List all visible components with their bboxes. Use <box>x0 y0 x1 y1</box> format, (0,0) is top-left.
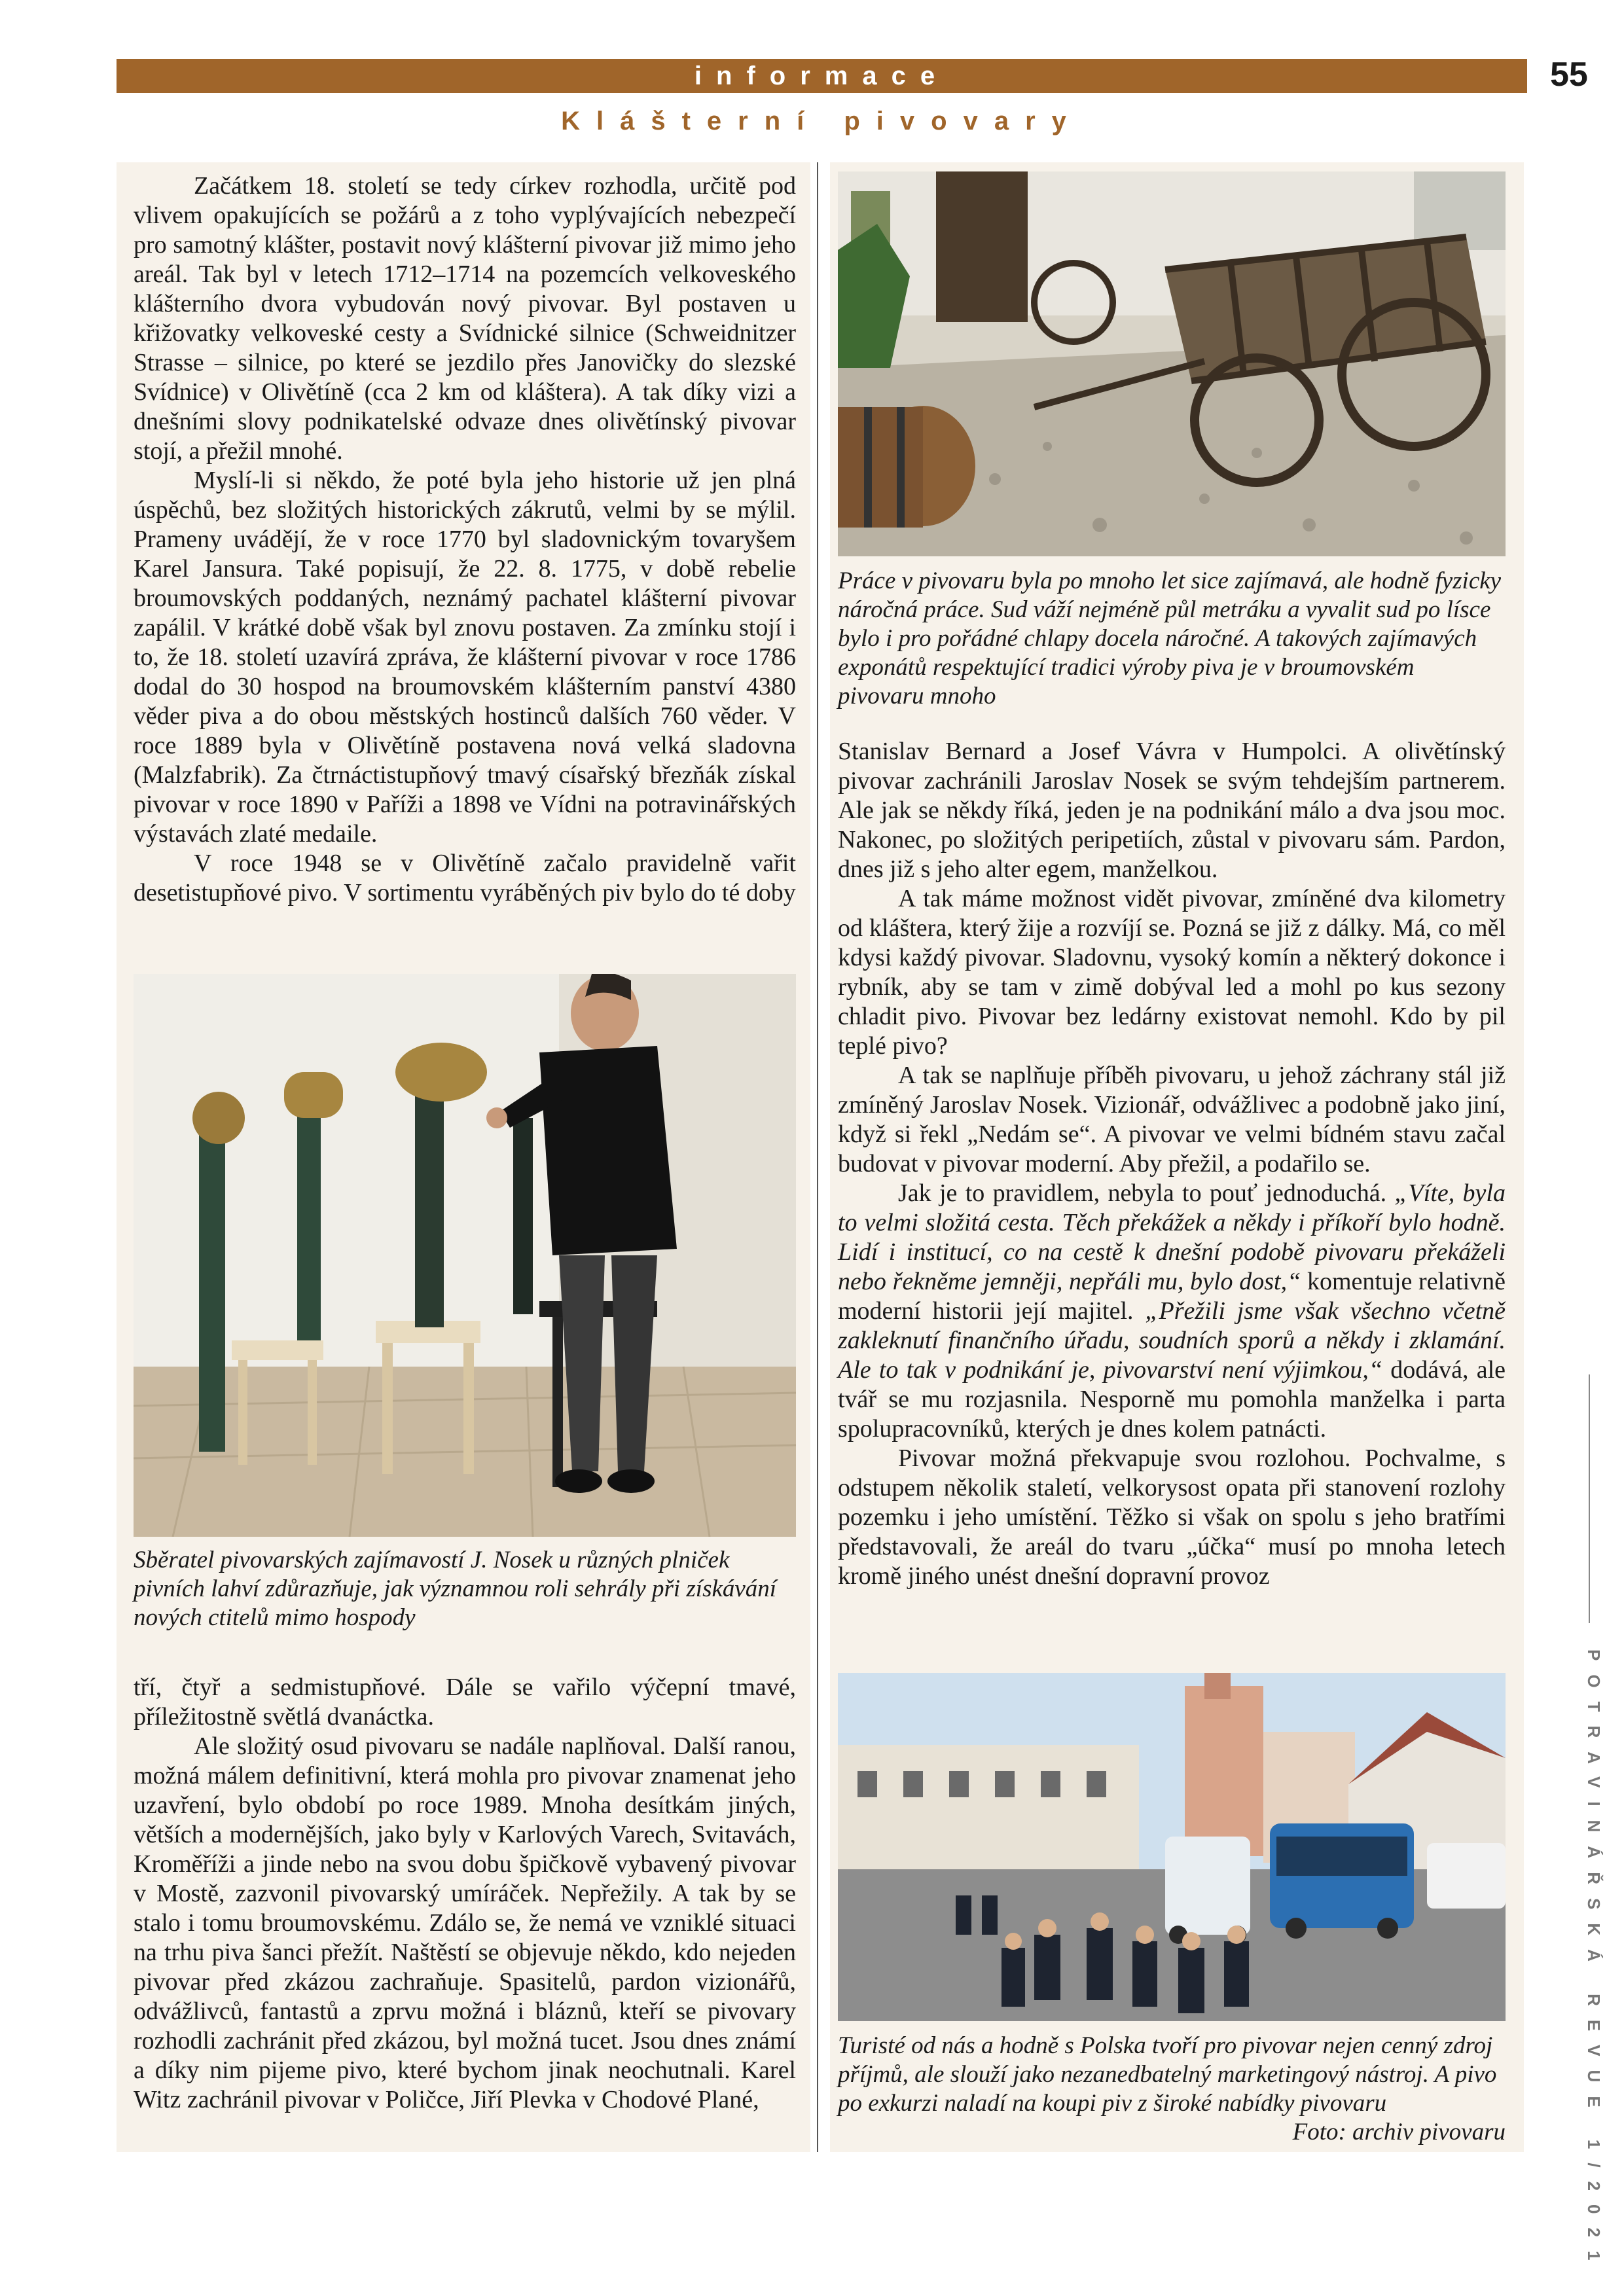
quote-end: dodává, ale tvář se mu rozjasnila. Nesporně mu pomohla manželka i parta spolupracovníků, kterých je dnes kolem patnácti. <box>838 1356 1506 1443</box>
quote-mid: komentuje relativně moderní historii její majitel. <box>838 1268 1506 1325</box>
paragraph: Stanislav Bernard a Josef Vávra v Humpolci. A olivětínský pivovar zachránili Jaroslav Nosek se svým tehdejším partnerem. Ale jak se někdy říká, jeden je na podnikání málo a dva jsou moc. Nakonec, po složitých peripetiích, zůstal v pivovaru sám. Pardon, dnes již s jeho alter egem, manželkou. <box>838 738 1506 883</box>
paragraph: tří, čtyř a sedmistupňové. Dále se vařilo výčepní tmavé, příležitostně světlá dvanáctka. <box>134 1674 796 1731</box>
left-top-text <box>134 171 796 908</box>
quote-paragraph <box>838 1179 1506 1444</box>
quote-intro: Jak je to pravidlem, nebyla to pouť jednoduchá. <box>898 1179 1395 1207</box>
section-header-bar <box>117 59 1527 93</box>
caption-text: Práce v pivovaru byla po mnoho let sice zajímavá, ale hodně fyzicky náročná práce. Sud váží nejméně půl metráku a vyvalit sud po lísce bylo i pro pořádné chlapy docela náročné. A takových zajímavých exponátů respektující tradici výroby piva je v broumovském pivovaru mnoho <box>838 567 1502 709</box>
side-rule <box>1589 1374 1590 1623</box>
right-text <box>838 737 1506 1591</box>
photo-credit: Foto: archiv pivovaru <box>1292 2119 1506 2145</box>
column-divider <box>817 162 818 2152</box>
magazine-side-label: POTRAVINÁŘSKÁ REVUE 1/2021 <box>1584 1649 1604 2274</box>
paragraph: A tak máme možnost vidět pivovar, zmíněné dva kilometry od kláštera, který žije a rozvíjí se. Pozná se již z dálky. Má, co měl kdysi každý pivovar. Sladovnu, vysoký komín a některý dokonce i rybník, aby se tam v zimě dobýval led a mohl po kus sezony chladit pivo. Pivovar bez ledárny existovat nemohl. Kdo by pil teplé pivo? <box>838 885 1506 1060</box>
caption-text: Sběratel pivovarských zajímavostí J. Nosek u různých plniček pivních lahví zdůrazňuje, jak významnou roli sehrály při získávání nových ctitelů mimo hospody <box>134 1547 777 1631</box>
paragraph: V roce 1948 se v Olivětíně začalo pravidelně vařit desetistupňové pivo. V sortimentu vyráběných piv bylo do té doby <box>134 850 796 906</box>
photo-wagon-barrel <box>838 171 1506 556</box>
paragraph: Myslí-li si někdo, že poté byla jeho historie už jen plná úspěchů, bez složitých historických zákrutů, velmi by se mýlil. Prameny uvádějí, že v roce 1770 byl sladovnickým tovaryšem Karel Jansura. Také popisují, že 22. 8. 1775, v době rebelie broumovských poddaných, neznámý pachatel klášterní pivovar zapálil. V krátké době však byl znovu postaven. Za zmínku stojí i to, že 18. století uzavírá zpráva, že klášterní pivovar v roce 1786 dodal do 30 hospod na broumovském klášterním panství 4380 věder piva a do obou městských hostinců dalších 760 věder. V roce 1889 byla v Olivětíně postavena nová velká sladovna (Malzfabrik). Za čtrnáctistupňový tmavý císařský březňák získal pivovar v roce 1890 v Paříži a 1898 ve Vídni na potravinářských výstavách zlaté medaile. <box>134 467 796 848</box>
photo-wagon-barrel-icon <box>838 171 1506 556</box>
photo-bottle-fillers <box>134 974 796 1537</box>
section-label: informace <box>694 62 950 90</box>
article-title: Klášterní pivovary <box>561 107 1083 135</box>
page-number: 55 <box>1550 56 1588 94</box>
paragraph: Ale složitý osud pivovaru se nadále naplňoval. Další ranou, možná málem definitivní, která mohla pro pivovar znamenat jeho uzavření, bylo období po roce 1989. Mnoha desítkám jiných, větších a modernějších, jako byly v Karlových Varech, Svitavách, Kroměříži a jinde nebo na svou dobu špičkově vybavený pivovar v Mostě, zazvonil pivovarský umíráček. Nepřežily. A tak by se stalo i tomu broumovskému. Zdálo se, že nemá ve vzniklé situaci na trhu piva šanci přežít. Naštěstí se objevuje někdo, kdo nejeden pivovar před zkázou zachraňuje. Spasitelů, pardon vizionářů, odvážlivců, fantastů a zprvu možná i bláznů, kteří se pivovary rozhodli zachránit před zkázou, byl možná tucet. Jsou dnes známí a díky nim pijeme pivo, které bychom jinak neochutnali. Karel Witz zachránil pivovar v Poličce, Jiří Plevka v Chodové Plané, <box>134 1732 796 2113</box>
right-photo1-caption <box>838 567 1506 711</box>
photo-brewery-buses-icon <box>838 1673 1506 2021</box>
caption-text <box>838 2032 1506 2145</box>
photo-bottle-fillers-icon <box>134 974 796 1537</box>
left-photo-caption <box>134 1546 796 1632</box>
right-photo2-caption <box>838 2032 1506 2147</box>
paragraph: Začátkem 18. století se tedy církev rozhodla, určitě pod vlivem opakujících se požárů a z toho vyplývajících nebezpečí pro samotný klášter, postavit nový klášterní pivovar již mimo jeho areál. Tak byl v letech 1712–1714 na pozemcích velkoveského klášterního dvora vybudován nový pivovar. Byl postaven u křižovatky velkoveské cesty a Svídnické silnice (Schweidnitzer Strasse – silnice, po které se jezdilo přes Janovičky do slezské Svídnice) v Olivětíně (cca 2 km od kláštera). A tak díky vizi a dnešními slovy podnikatelské odvaze dnes olivětínský pivovar stojí, a přežil mnohé. <box>134 172 796 465</box>
left-bottom-text <box>134 1673 796 2115</box>
photo-brewery-buses <box>838 1673 1506 2021</box>
paragraph: A tak se naplňuje příběh pivovaru, u jehož záchrany stál již zmíněný Jaroslav Nosek. Vizionář, odvážlivec a podobně jako jiní, když si řekl „Nedám se“. A pivovar ve velmi bídném stavu začal budovat v pivovar moderní. Aby přežil, a podařilo se. <box>838 1062 1506 1177</box>
paragraph: Pivovar možná překvapuje svou rozlohou. Pochvalme, s odstupem několik staletí, velkorysost opata při stanovení rozlohy pozemku i jeho umístění. Těžko si však on spolu s jeho bratřími představovali, že areál do tvaru „účka“ musí po mnoha letech kromě jiného unést dnešní dopravní provoz <box>838 1444 1506 1590</box>
quote-text: „Víte, byla to velmi složitá cesta. Těch překážek a někdy i příkoří bylo hodně. Lidí i institucí, co na cestě k dnešní podobě pivovaru překáželi nebo řekněme jemněji, nepřáli mu, bylo dost,“ <box>838 1179 1506 1295</box>
caption-body: Turisté od nás a hodně s Polska tvoří pro pivovar nejen cenný zdroj příjmů, ale slouží jako nezanedbatelný marketingový nástroj. A pivo po exkurzi naladí na koupi piv z široké nabídky pivovaru <box>838 2032 1497 2117</box>
quote-text: „Přežili jsme však všechno včetně zakleknutí finančního úřadu, soudních sporů a někdy i zklamání. Ale to tak v podnikání je, pivovarství není výjimkou,“ <box>838 1297 1506 1384</box>
